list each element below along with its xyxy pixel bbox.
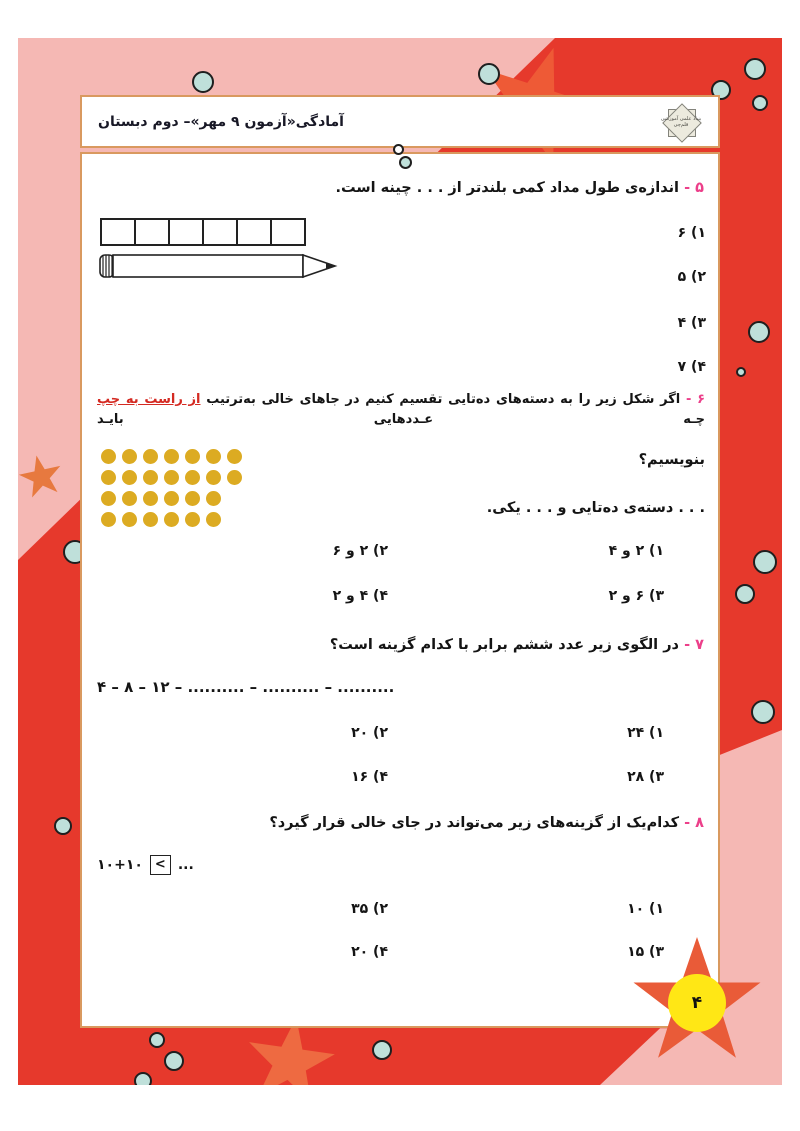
number-pattern: ۴ – ۸ – ۱۲ – .......... – .......... – .......... xyxy=(97,678,395,696)
dot-row xyxy=(101,488,248,509)
cube xyxy=(236,218,272,246)
publisher-logo-icon xyxy=(660,100,702,144)
dot-row xyxy=(101,467,248,488)
cube xyxy=(270,218,306,246)
q7-option-1: ۱) ۲۴ xyxy=(627,725,664,741)
counting-dot xyxy=(164,449,179,464)
pencil-figure xyxy=(98,251,338,281)
q7-option-2: ۲) ۲۰ xyxy=(351,725,388,741)
dot-decor xyxy=(735,584,755,604)
counting-dot xyxy=(101,470,116,485)
expression-blank: ... xyxy=(177,857,194,873)
q5-option-3: ۳) ۴ xyxy=(677,315,706,331)
worksheet-body xyxy=(80,152,720,1028)
question-6-line2: بنویسیم؟ xyxy=(638,452,705,468)
cube xyxy=(100,218,136,246)
question-8-number: ۸ - xyxy=(684,815,704,831)
dot-decor xyxy=(478,63,500,85)
counting-dot xyxy=(185,449,200,464)
counting-dot xyxy=(206,512,221,527)
counting-dot xyxy=(143,449,158,464)
counting-dot xyxy=(101,512,116,527)
counting-dot xyxy=(206,449,221,464)
dot-row xyxy=(101,509,248,530)
q8-option-2: ۲) ۳۵ xyxy=(351,901,388,917)
cube xyxy=(134,218,170,246)
comparison-symbol-box: < xyxy=(150,855,171,875)
counting-dot xyxy=(164,470,179,485)
expression-left: ۱۰+۱۰ xyxy=(97,857,143,873)
q6-option-1: ۱) ۲ و ۴ xyxy=(608,543,664,559)
page-number-star xyxy=(631,937,763,1069)
dot-decor xyxy=(149,1032,165,1048)
dot-decor xyxy=(372,1040,392,1060)
counting-dot xyxy=(101,491,116,506)
counting-dot xyxy=(185,512,200,527)
counting-dot xyxy=(122,470,137,485)
dot-decor xyxy=(393,144,404,155)
question-5-text: ۵ - اندازه‌ی طول مداد کمی بلندتر از . . . چینه است. xyxy=(335,180,704,196)
dot-decor xyxy=(752,95,768,111)
dot-decor xyxy=(399,156,412,169)
dot-decor xyxy=(192,71,214,93)
page-number-badge: ۴ xyxy=(668,974,726,1032)
counting-dot xyxy=(143,491,158,506)
header xyxy=(80,95,720,148)
highlighted-phrase: از راست به چپ xyxy=(97,392,201,407)
dots-figure xyxy=(101,446,248,530)
q8-option-4: ۴) ۲۰ xyxy=(351,944,388,960)
question-7-text: ۷ - در الگوی زیر عدد ششم برابر با کدام گزینه است؟ xyxy=(329,637,704,653)
question-7-number: ۷ - xyxy=(684,637,704,653)
counting-dot xyxy=(227,470,242,485)
q6-option-2: ۲) ۲ و ۶ xyxy=(332,543,388,559)
counting-dot xyxy=(164,491,179,506)
counting-dot xyxy=(227,449,242,464)
cube-row xyxy=(102,218,306,246)
counting-dot xyxy=(185,491,200,506)
dot-decor xyxy=(744,58,766,80)
dot-decor xyxy=(753,550,777,574)
question-5-number: ۵ - xyxy=(684,180,704,196)
cube xyxy=(202,218,238,246)
counting-dot xyxy=(101,449,116,464)
cube xyxy=(168,218,204,246)
counting-dot xyxy=(206,491,221,506)
counting-dot xyxy=(122,449,137,464)
counting-dot xyxy=(143,470,158,485)
counting-dot xyxy=(164,512,179,527)
q5-option-4: ۴) ۷ xyxy=(677,359,706,375)
q6-option-4: ۴) ۴ و ۲ xyxy=(332,588,388,604)
counting-dot xyxy=(122,512,137,527)
dot-decor xyxy=(748,321,770,343)
q7-option-4: ۴) ۱۶ xyxy=(351,769,388,785)
counting-dot xyxy=(206,470,221,485)
dot-row xyxy=(101,446,248,467)
q7-option-3: ۳) ۲۸ xyxy=(627,769,664,785)
q5-option-2: ۲) ۵ xyxy=(677,269,706,285)
q5-option-1: ۱) ۶ xyxy=(677,225,706,241)
comparison-expression xyxy=(97,855,194,875)
dot-decor xyxy=(134,1072,152,1085)
counting-dot xyxy=(122,491,137,506)
question-6-text: ۶ - اگر شکل زیر را به دسته‌های ده‌تایی تقسیم کنیم در جاهای خالی به‌ترتیب از راست به چپ چـه عـددهایی بایـد xyxy=(97,392,706,427)
question-8-text: ۸ - کدام‌یک از گزینه‌های زیر می‌تواند در جای خالی قرار گیرد؟ xyxy=(269,815,704,831)
dot-decor xyxy=(164,1051,184,1071)
dot-decor xyxy=(751,700,775,724)
counting-dot xyxy=(185,470,200,485)
q6-option-3: ۳) ۶ و ۲ xyxy=(608,588,664,604)
dot-decor xyxy=(54,817,72,835)
q8-option-1: ۱) ۱۰ xyxy=(627,901,664,917)
dot-decor xyxy=(736,367,746,377)
question-6-number: ۶ - xyxy=(685,392,706,407)
logo-text: بنیاد علمی آموزشی قلم‌چی xyxy=(660,115,702,128)
question-6-line3: . . . دسته‌ی ده‌تایی و . . . یکی. xyxy=(486,500,705,516)
page-title: آمادگی«آزمون ۹ مهر»– دوم دبستان xyxy=(98,113,344,130)
q8-option-3: ۳) ۱۵ xyxy=(627,944,664,960)
counting-dot xyxy=(143,512,158,527)
